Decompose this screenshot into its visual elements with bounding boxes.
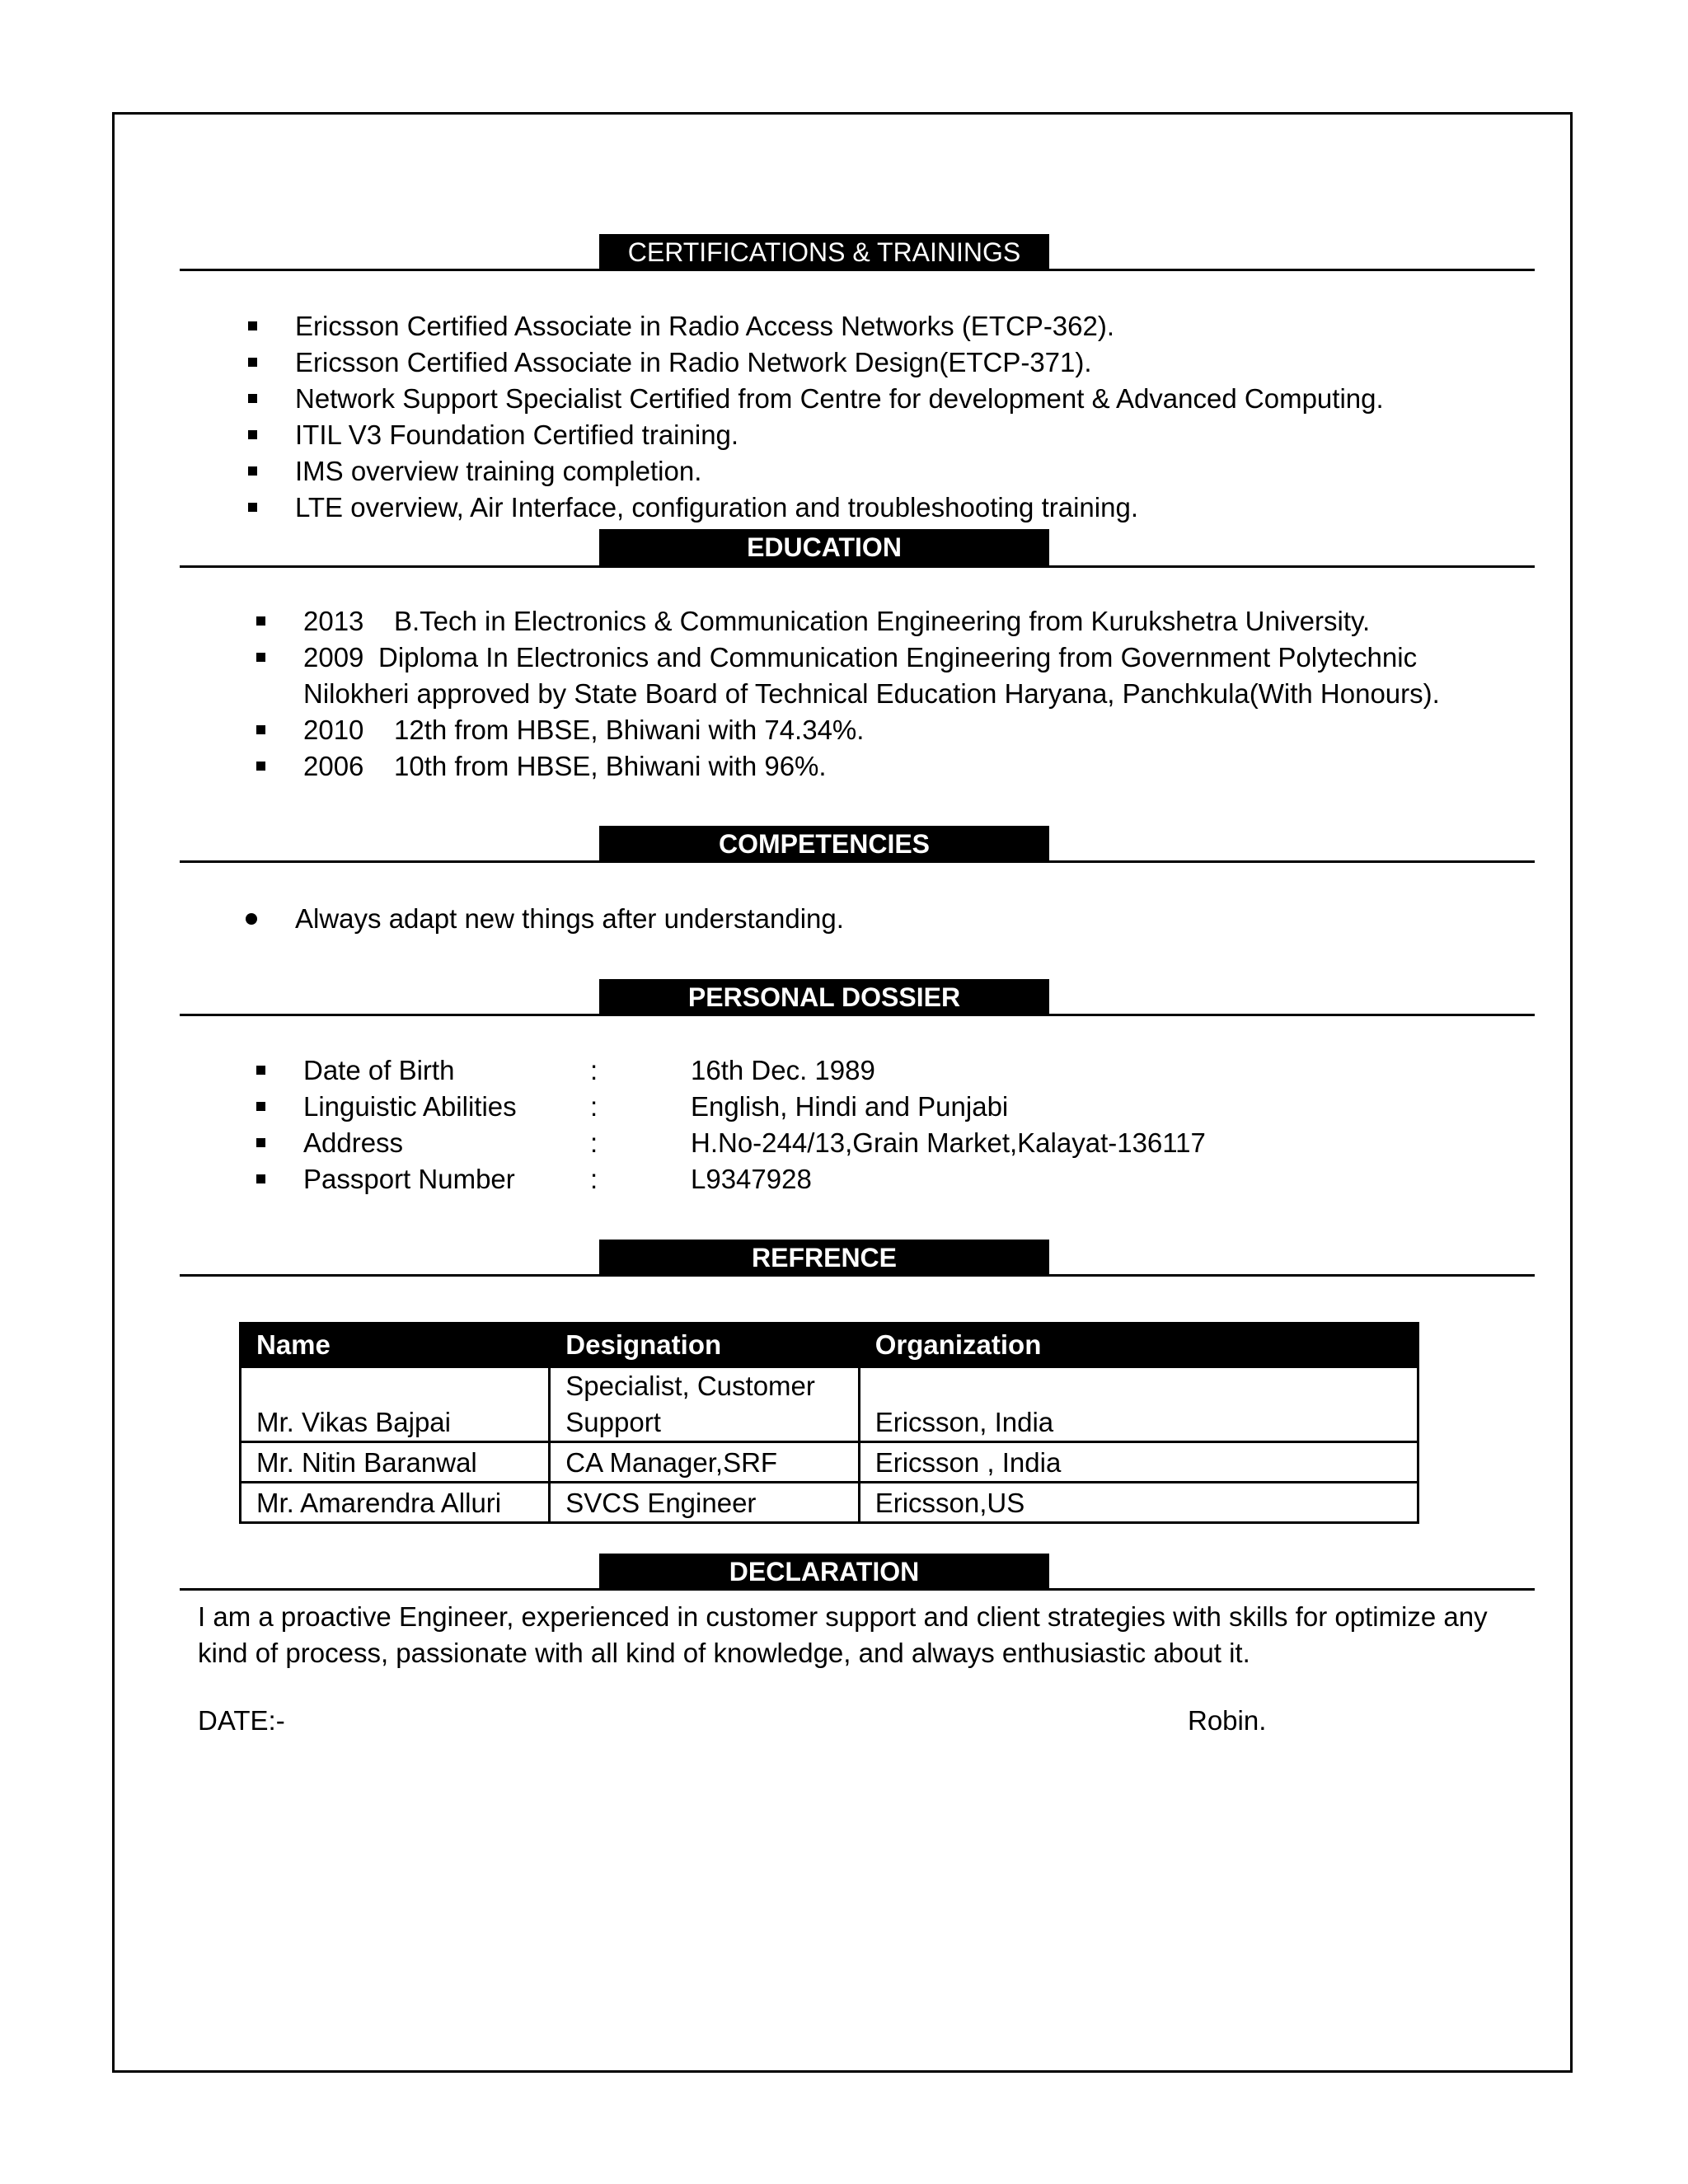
bullet-icon [246, 913, 257, 925]
bullet-icon [248, 466, 257, 476]
section-title-reference: REFRENCE [599, 1240, 1049, 1276]
table-row [241, 1483, 1418, 1523]
column-header-designation: Designation [550, 1324, 859, 1367]
designation-line: Specialist, Customer [565, 1371, 815, 1401]
bullet-icon [248, 321, 257, 330]
education-text-cont: Nilokheri approved by State Board of Technical Education Haryana, Panchkula(With Honours). [303, 678, 1440, 709]
cert-item: LTE overview, Air Interface, configuration and troubleshooting training. [295, 492, 1138, 523]
bullet-icon [248, 394, 257, 403]
bullet-icon [256, 725, 265, 734]
education-text: Diploma In Electronics and Communication Engineering from Government Polytechnic [378, 642, 1418, 673]
reference-name: Mr. Vikas Bajpai [241, 1367, 550, 1442]
education-year: 2009 [303, 642, 364, 673]
personal-separator: : [590, 1055, 598, 1085]
reference-designation: SVCS Engineer [550, 1483, 859, 1523]
bullet-icon [248, 503, 257, 512]
personal-separator: : [590, 1164, 598, 1194]
bullet-icon [256, 1066, 265, 1075]
section-title-education: EDUCATION [599, 529, 1049, 565]
bullet-icon [256, 762, 265, 771]
declaration-text: I am a proactive Engineer, experienced in customer support and client strategies with skills for optimize any kind of process, passionate with all kind of knowledge, and always enthusiastic about it. [198, 1601, 1488, 1668]
reference-name: Mr. Amarendra Alluri [241, 1483, 550, 1523]
education-text: B.Tech in Electronics & Communication Engineering from Kurukshetra University. [394, 606, 1371, 636]
bullet-icon [248, 430, 257, 439]
personal-value: English, Hindi and Punjabi [691, 1091, 1009, 1122]
table-row [241, 1442, 1418, 1483]
reference-name: Mr. Nitin Baranwal [241, 1442, 550, 1483]
reference-table [239, 1322, 1419, 1524]
reference-organization: Ericsson,US [859, 1483, 1418, 1523]
section-title-certifications: CERTIFICATIONS & TRAININGS [599, 234, 1049, 270]
personal-value: H.No-244/13,Grain Market,Kalayat-136117 [691, 1127, 1206, 1158]
personal-label: Linguistic Abilities [303, 1091, 517, 1122]
bullet-icon [256, 1174, 265, 1183]
section-divider [180, 565, 1535, 568]
education-year: 2006 [303, 751, 364, 781]
competency-item: Always adapt new things after understanding. [295, 903, 844, 934]
personal-label: Date of Birth [303, 1055, 455, 1085]
cert-item: Ericsson Certified Associate in Radio Access Networks (ETCP-362). [295, 311, 1115, 341]
personal-label: Passport Number [303, 1164, 515, 1194]
reference-designation: CA Manager,SRF [550, 1442, 859, 1483]
cert-item: ITIL V3 Foundation Certified training. [295, 419, 739, 450]
bullet-icon [248, 358, 257, 367]
column-header-name: Name [241, 1324, 550, 1367]
personal-label: Address [303, 1127, 404, 1158]
bullet-icon [256, 616, 265, 626]
personal-value: L9347928 [691, 1164, 812, 1194]
reference-organization: Ericsson, India [859, 1367, 1418, 1442]
table-header-row [241, 1324, 1418, 1367]
section-title-competencies: COMPETENCIES [599, 826, 1049, 862]
education-year: 2013 [303, 606, 364, 636]
section-title-declaration: DECLARATION [599, 1554, 1049, 1590]
personal-separator: : [590, 1091, 598, 1122]
cert-item: IMS overview training completion. [295, 456, 702, 486]
education-text: 10th from HBSE, Bhiwani with 96%. [394, 751, 827, 781]
signature-name: Robin. [1188, 1705, 1267, 1736]
personal-value: 16th Dec. 1989 [691, 1055, 875, 1085]
bullet-icon [256, 653, 265, 662]
column-header-organization: Organization [859, 1324, 1418, 1367]
table-row [241, 1367, 1418, 1442]
cert-item: Ericsson Certified Associate in Radio Network Design(ETCP-371). [295, 347, 1092, 377]
bullet-icon [256, 1102, 265, 1111]
personal-separator: : [590, 1127, 598, 1158]
designation-line: Support [565, 1407, 661, 1437]
reference-organization: Ericsson , India [859, 1442, 1418, 1483]
cert-item: Network Support Specialist Certified from Centre for development & Advanced Computing. [295, 383, 1384, 414]
education-text: 12th from HBSE, Bhiwani with 74.34%. [394, 715, 865, 745]
reference-designation [550, 1367, 859, 1442]
section-title-personal: PERSONAL DOSSIER [599, 979, 1049, 1015]
date-label: DATE:- [198, 1705, 285, 1736]
bullet-icon [256, 1138, 265, 1147]
education-year: 2010 [303, 715, 364, 745]
